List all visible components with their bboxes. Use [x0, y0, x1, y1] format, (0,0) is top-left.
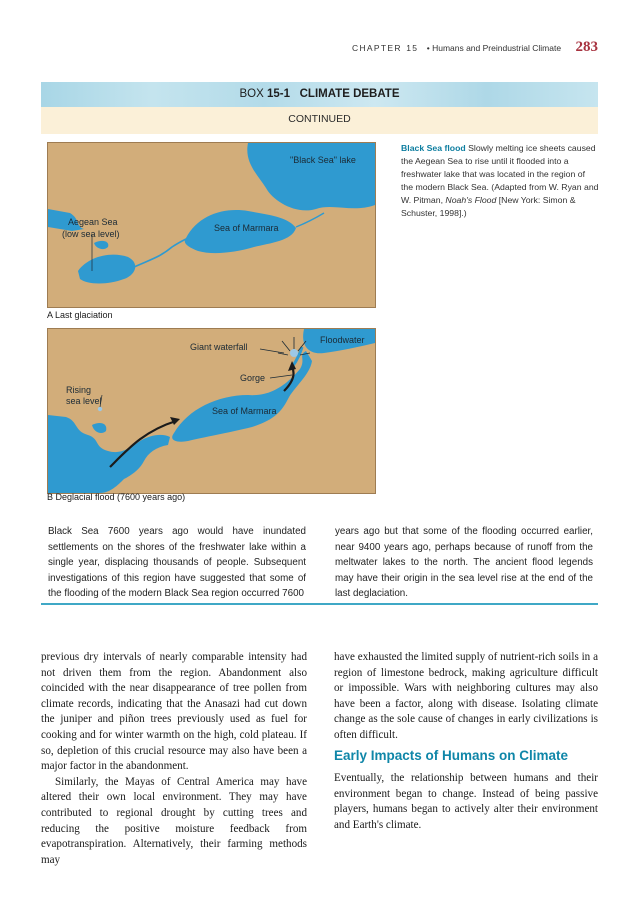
- figure-caption-text: Slowly melting ice sheets caused the Aegean Sea to rise until it flooded into a freshwater lake that was located in the region of the modern Black Sea. (Adapted from W. Ryan and W. Pitman,: [401, 143, 599, 205]
- label-sea-of-marmara-b: Sea of Marmara: [212, 406, 277, 416]
- aegean-flooded: [48, 415, 170, 493]
- label-rising-line1: Rising: [66, 385, 92, 395]
- label-giant-waterfall: Giant waterfall: [190, 342, 248, 352]
- section-heading: Early Impacts of Humans on Climate: [334, 748, 569, 763]
- main-column-right-paragraph: have exhausted the limited supply of nutrient-rich soils in a region of limestone bedrock, making agriculture difficult or impossible. Wars with neighboring cultures may also have been a factor, along with disease. Isolating climate change as the sole cause of changes in early civilizations is often difficult.: [334, 651, 598, 741]
- box-body-right: years ago but that some of the flooding occurred earlier, near 9400 years ago, perhaps because of runoff from the meltwater lakes to the north. The ancient flood legends may have their origin in the sea level rise at the end of the last deglaciation.: [335, 526, 593, 600]
- figure-caption-book-title: Noah's Flood: [445, 195, 497, 205]
- aegean-lake: [78, 255, 135, 284]
- label-rising-line2: sea level: [66, 396, 102, 406]
- paragraph: Similarly, the Mayas of Central America may have altered their own local environment. They may have contributed to regional drought by cutting trees and reducing the positive moisture feedback from evapotranspiration. Alternatively, their farming methods may: [41, 775, 307, 866]
- running-head: [0, 38, 598, 56]
- box-heading: CLIMATE DEBATE: [299, 88, 400, 100]
- map-last-glaciation: [47, 142, 376, 308]
- map-deglacial-flood: [47, 328, 376, 494]
- figure-caption-citation: [New York: Simon & Schuster, 1998].): [401, 195, 576, 218]
- figure-caption: [401, 142, 599, 220]
- chapter-label: CHAPTER: [352, 43, 402, 53]
- aegean-small-bay: [94, 241, 108, 249]
- paragraph: previous dry intervals of nearly comparable intensity had not driven them from the region. Abandonment also coincided with the near disappearance of tree pollen from climate records, indicating that the Anasazi had cut down the juniper and piñon trees previously used as fuel for cooking and for winter warmth on the high, cold plateau. If so, depletion of this crucial resource may also have been a major factor in the abandonment.: [41, 651, 307, 773]
- figure-caption-lead: Black Sea flood: [401, 143, 466, 153]
- box-body-left: Black Sea 7600 years ago would have inundated settlements on the shores of the freshwater lake within a single year, displacing thousands of people. Subsequent investigations of this region have suggested that some of the flooding of the modern Black Sea region occurred 7600: [48, 526, 306, 600]
- label-floodwater: Floodwater: [320, 335, 365, 345]
- box-title: [41, 82, 598, 107]
- black-sea-lake: [247, 143, 375, 210]
- box-subtitle: CONTINUED: [41, 107, 598, 134]
- caption-map-b: B Deglacial flood (7600 years ago): [47, 492, 186, 502]
- label-aegean-line2: (low sea level): [62, 229, 120, 239]
- label-aegean-line1: Aegean Sea: [68, 217, 118, 227]
- box-number: 15-1: [267, 88, 291, 100]
- marmara-outflow: [296, 213, 324, 227]
- page-number: 283: [575, 39, 598, 55]
- western-bay: [92, 423, 106, 433]
- caption-map-a: A Last glaciation: [47, 310, 113, 320]
- chapter-number: 15: [406, 43, 419, 53]
- label-sea-of-marmara-a: Sea of Marmara: [214, 223, 279, 233]
- label-gorge: Gorge: [240, 373, 266, 383]
- aegean-river: [134, 239, 186, 267]
- box-label: BOX: [239, 88, 264, 100]
- flood-arrow-head-1: [170, 417, 180, 425]
- main-column-right-paragraph-2: Eventually, the relationship between humans and their environment began to change. Instead of being passive players, humans began to actively alter their environment and Earth's climate.: [334, 772, 598, 831]
- label-black-sea-lake: "Black Sea" lake: [290, 155, 356, 165]
- box-bottom-rule: [41, 603, 598, 605]
- chapter-title: • Humans and Preindustrial Climate: [426, 43, 562, 53]
- main-column-left: [41, 650, 307, 868]
